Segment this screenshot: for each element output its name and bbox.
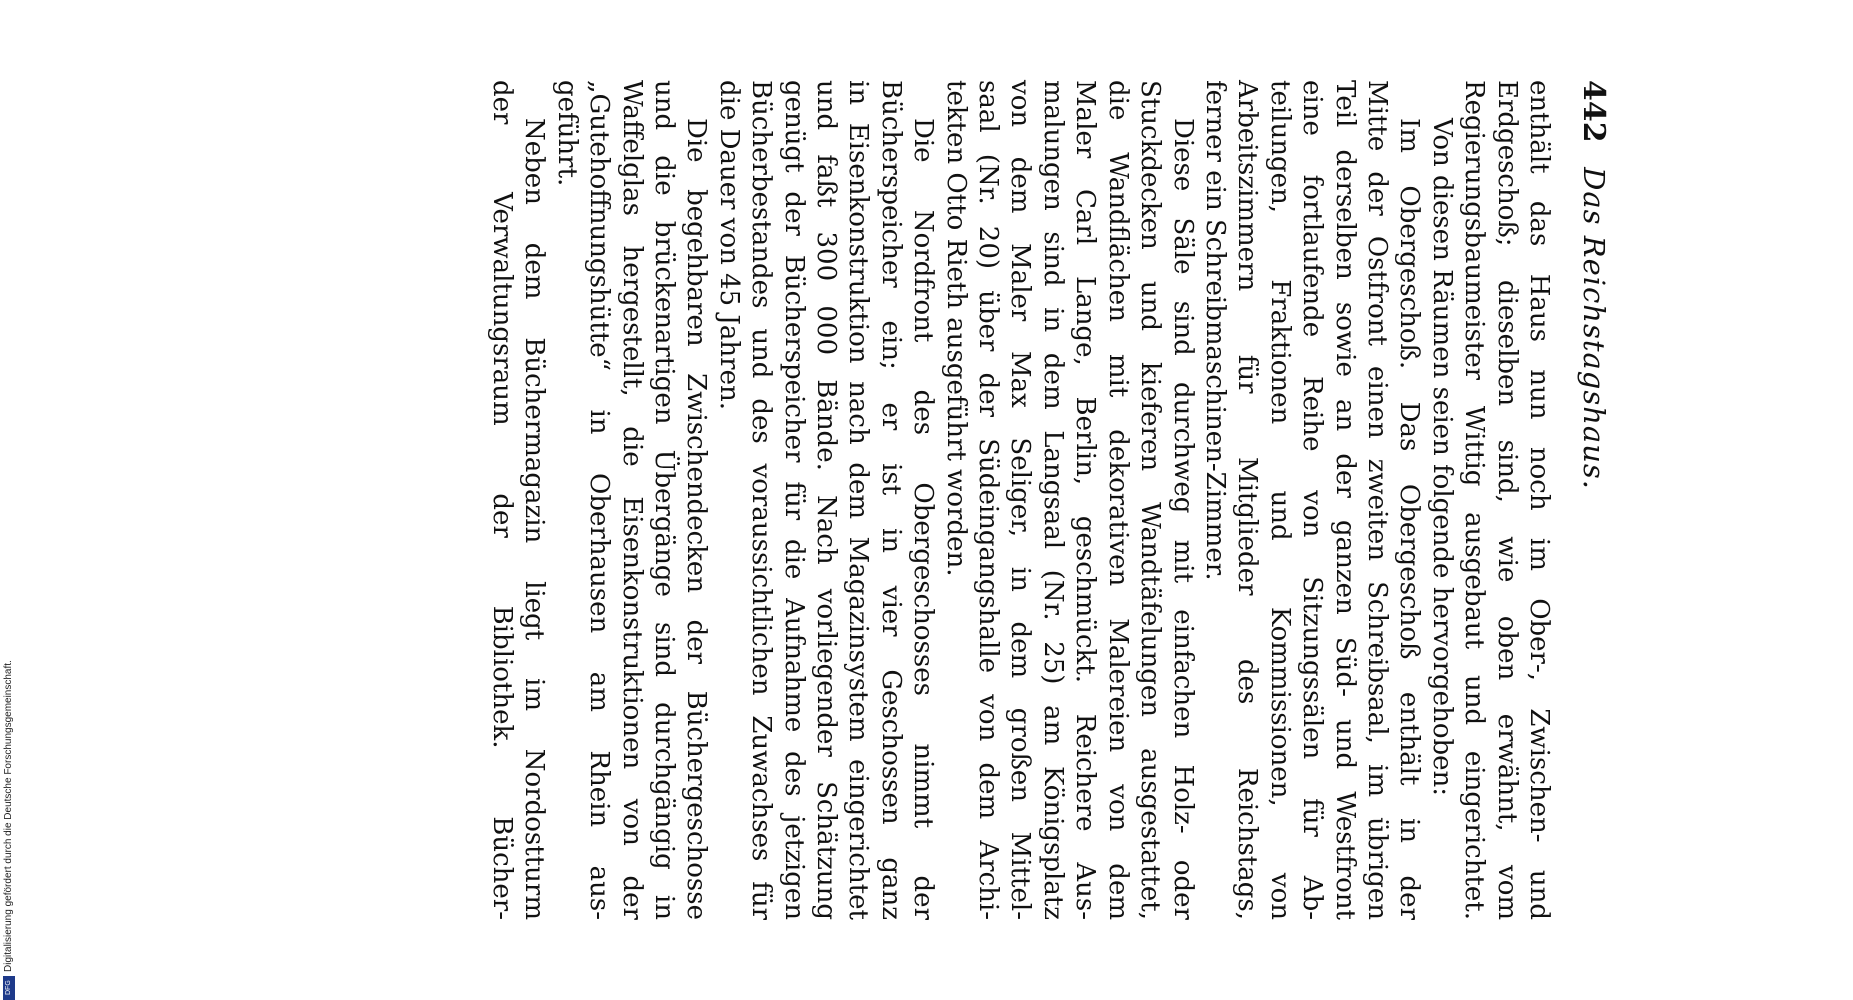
text-line: teilungen, Fraktionen und Kommissionen, von	[1264, 80, 1295, 920]
text-line: Stuckdecken und kieferen Wandtäfelungen ausgestattet,	[1135, 80, 1166, 920]
text-line: Maler Carl Lange, Berlin, geschmückt. Reichere Aus-	[1070, 80, 1101, 920]
text-line: der Verwaltungsraum der Bibliothek. Bücher-	[487, 80, 517, 920]
text-line: Mitte der Ostfront einen zweiten Schreibsaal, im übrigen	[1361, 80, 1392, 920]
text-line: Neben dem Büchermagazin liegt im Nordostturm	[519, 118, 550, 920]
credit-text: Digitalisierung gefördert durch die Deutsche Forschungsgemeinschaft.	[3, 660, 14, 972]
text-line: saal (Nr. 20) über der Südeingangshalle von dem Archi-	[973, 80, 1004, 920]
dfg-logo-icon: DFG	[3, 976, 15, 1000]
text-line: tekten Otto Rieth ausgeführt worden.	[940, 80, 971, 577]
page-scan	[230, 70, 1630, 930]
text-line: die Wandflächen mit dekorativen Malereien von dem	[1102, 80, 1133, 920]
text-line: „Gutehoffnungshütte“ in Oberhausen am Rhein aus-	[584, 80, 615, 920]
text-line: malungen sind in dem Langsaal (Nr. 25) am Königsplatz	[1037, 80, 1068, 920]
digitization-credit	[2, 612, 16, 1000]
text-line: und faßt 300 000 Bände. Nach vorliegender Schätzung	[811, 80, 842, 920]
text-line: Bücherbestandes und des voraussichtlichen Zuwachses für	[746, 80, 777, 920]
text-line: genügt der Bücherspeicher für die Aufnahme des jetzigen	[778, 80, 809, 920]
text-line: Arbeitszimmern für Mitglieder des Reichstags,	[1232, 80, 1263, 920]
text-line: von dem Maler Max Seliger, in dem großen Mittel-	[1005, 80, 1036, 920]
running-title: Das Reichstagshaus.	[1577, 167, 1611, 490]
text-line: enthält das Haus nun noch im Ober-, Zwischen- und	[1524, 80, 1554, 920]
text-line: Die begehbaren Zwischendecken der Büchergeschosse	[681, 118, 712, 920]
text-line: Teil derselben sowie an der ganzen Süd- und Westfront	[1329, 80, 1360, 920]
text-line: Im Obergeschoß. Das Obergeschoß enthält in der	[1394, 118, 1425, 920]
text-line: geführt.	[551, 80, 582, 187]
text-line: Regierungsbaumeister Wittig ausgebaut und eingerichtet.	[1459, 80, 1490, 920]
page-number: 442	[1576, 80, 1611, 143]
text-line: ferner ein Schreibmaschinen-Zimmer.	[1199, 80, 1230, 581]
running-head	[1555, 80, 1615, 920]
text-line: eine fortlaufende Reihe von Sitzungssälen für Ab-	[1297, 80, 1328, 920]
text-line: die Dauer von 45 Jahren.	[713, 80, 744, 410]
text-line: Diese Säle sind durchweg mit einfachen Holz- oder	[1167, 118, 1198, 920]
text-line: Von diesen Räumen seien folgende hervorgehoben:	[1426, 118, 1457, 797]
text-line: Bücherspeicher ein; er ist in vier Geschossen ganz	[875, 80, 906, 920]
text-line: Waffelglas hergestellt, die Eisenkonstruktionen von der	[616, 80, 647, 920]
text-line: und die brückenartigen Übergänge sind durchgängig in	[649, 80, 680, 920]
text-line: in Eisenkonstruktion nach dem Magazinsystem eingerichtet	[843, 80, 874, 920]
body-text	[486, 80, 1555, 920]
text-line: Die Nordfront des Obergeschosses nimmt der	[908, 118, 939, 920]
text-line: Erdgeschoß; dieselben sind, wie oben erwähnt, vom	[1491, 80, 1522, 920]
rotated-page	[245, 80, 1615, 920]
